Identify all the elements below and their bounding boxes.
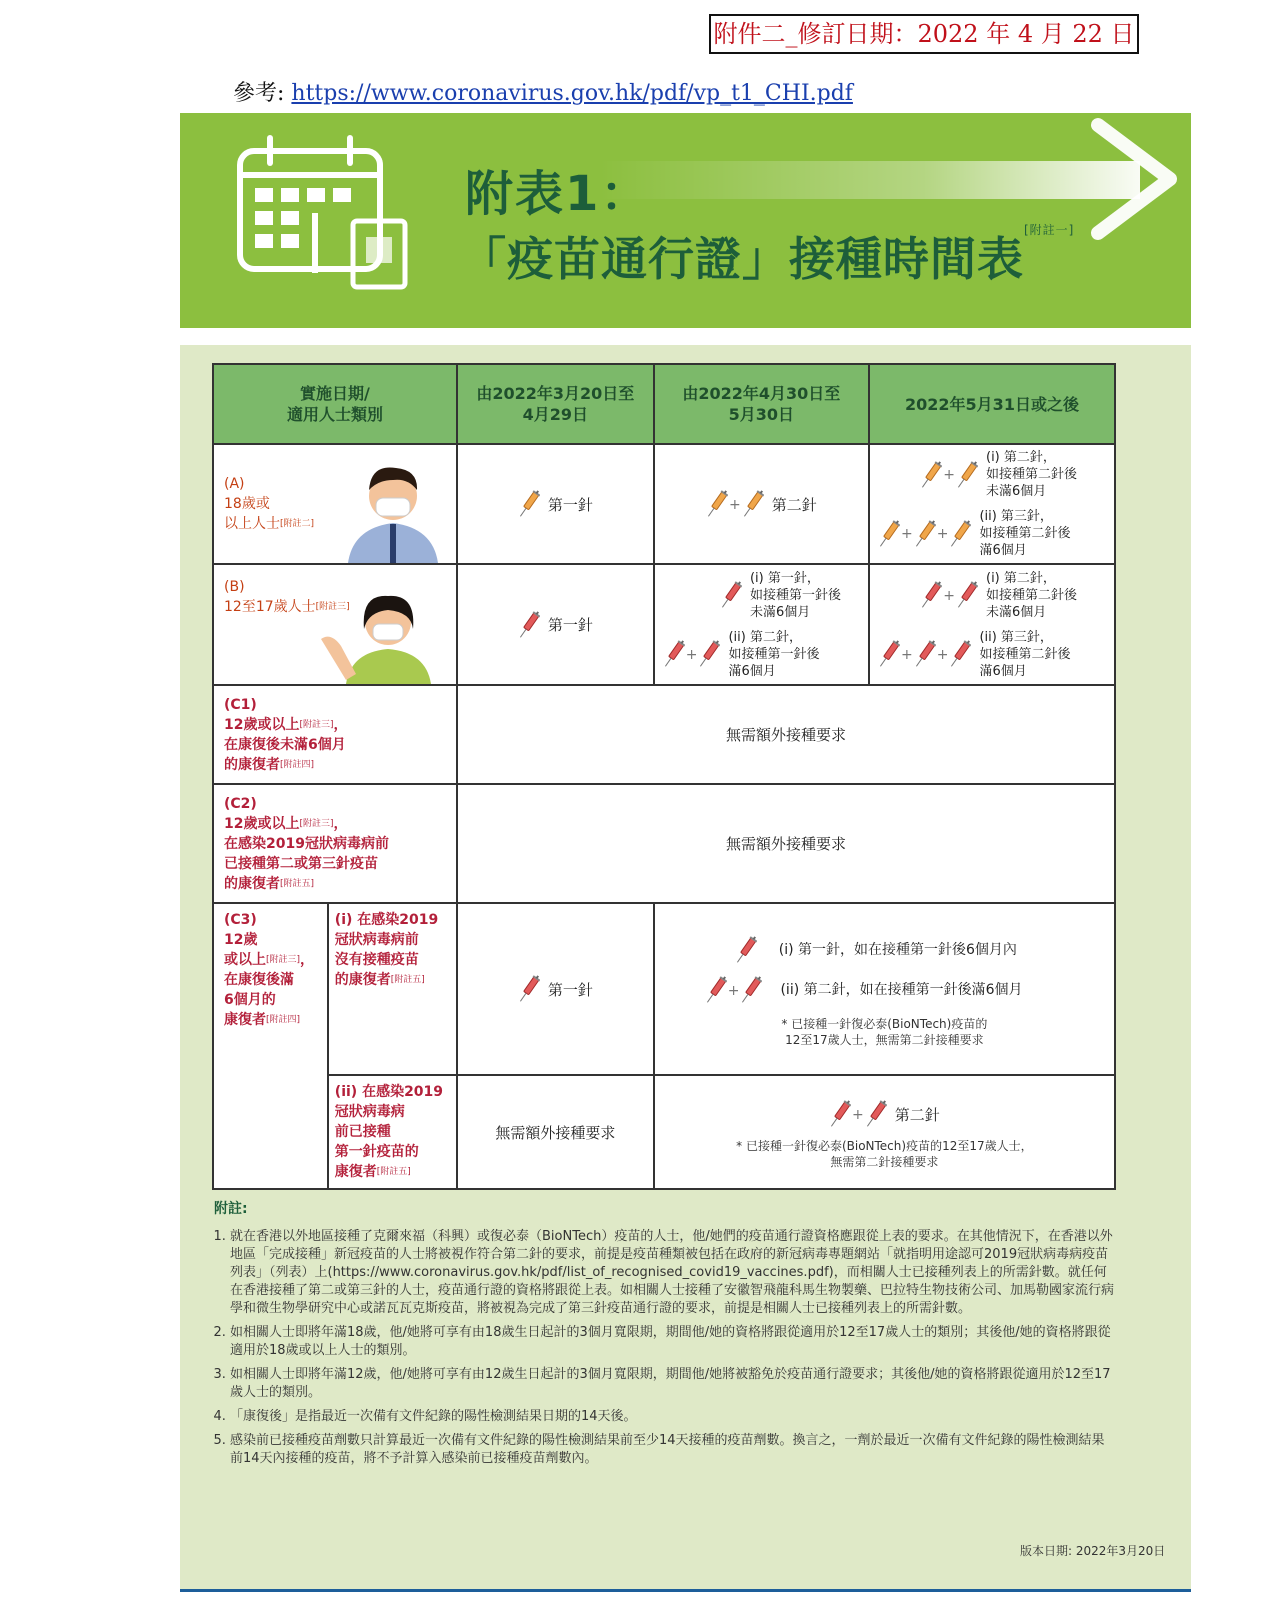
category-c3-sub-i: (i) 在感染2019 冠狀病毒病前 沒有接種疫苗 的康復者[附註五] xyxy=(328,903,457,1075)
syringe-icon xyxy=(956,459,978,491)
syringe-icon xyxy=(698,638,720,670)
syringe-icon xyxy=(735,934,757,966)
table-header-row xyxy=(213,364,1115,444)
syringe-icon xyxy=(706,488,728,520)
title-banner xyxy=(180,113,1191,328)
banner-title-2 xyxy=(460,223,1074,289)
category-c3: (C3) 12歲 或以上[附註三]， 在康復後滿 6個月的 康復者[附註四] xyxy=(213,903,328,1189)
footnotes-title: 附註: xyxy=(214,1201,248,1217)
row-b-period-2: (i) 第一針， 如接種第一針後 未滿6個月 + (ii) 第二針， 如接種第一針後 滿6個月 xyxy=(654,564,869,685)
table-row-c1 xyxy=(213,685,1115,784)
table-row-c3-ii xyxy=(213,1075,1115,1189)
table-row-c3-i xyxy=(213,903,1115,1075)
header-period-3: 2022年5月31日或之後 xyxy=(869,364,1115,444)
row-c3-i-period-1: 第一針 xyxy=(457,903,654,1075)
teen-girl-illustration xyxy=(316,584,446,684)
category-c3-sub-ii: (ii) 在感染2019 冠狀病毒病 前已接種 第一針疫苗的 康復者[附註五] xyxy=(328,1075,457,1189)
row-b-period-1: 第一針 xyxy=(457,564,654,685)
table-row-a xyxy=(213,444,1115,564)
syringe-icon xyxy=(518,609,540,641)
syringe-icon xyxy=(705,974,727,1006)
row-c3-ii-period-23: + 第二針 * 已接種一針復必泰(BioNTech)疫苗的12至17歲人士， 無需第二針接種要求 xyxy=(654,1075,1115,1189)
reference-prefix: 參考: xyxy=(233,81,285,106)
row-b-period-3: + (i) 第二針， 如接種第二針後 未滿6個月 + + (ii) 第三針， 如接種第二針後 滿6個月 xyxy=(869,564,1115,685)
calendar-qr-icon xyxy=(235,133,415,293)
row-c1-requirement: 無需額外接種要求 xyxy=(457,685,1115,784)
footnote-4: 4. 「康復後」是指最近一次備有文件紀錄的陽性檢測結果日期的14天後。 xyxy=(230,1408,1114,1426)
syringe-icon xyxy=(865,1098,887,1130)
category-a: (A) 18歲或 以上人士[附註二] xyxy=(213,444,457,564)
syringe-icon xyxy=(949,518,971,550)
syringe-icon xyxy=(878,638,900,670)
footnote-5: 5. 感染前已接種疫苗劑數只計算最近一次備有文件紀錄的陽性檢測結果前至少14天接種的疫苗劑數。換言之，一劑於最近一次備有文件紀錄的陽性檢測結果前14天內接種的疫苗，將不予計算入感染前已接種疫苗劑數內。 xyxy=(230,1432,1114,1468)
footnote-list xyxy=(214,1228,1114,1468)
category-c1: (C1) 12歲或以上[附註三]， 在康復後未滿6個月 的康復者[附註四] xyxy=(213,685,457,784)
syringe-icon xyxy=(920,459,942,491)
header-period-2: 由2022年4月30日至 5月30日 xyxy=(654,364,869,444)
footnote-2: 2. 如相關人士即將年滿18歲，他/她將可享有由18歲生日起計的3個月寬限期，期間他/她的資格將跟從適用於12至17歲人士的類別；其後他/她的資格將跟從適用於18歲或以上人士的類別。 xyxy=(230,1324,1114,1360)
banner-title-2-text: 「疫苗通行證」接種時間表 xyxy=(460,232,1024,286)
reference-line xyxy=(233,76,853,107)
syringe-icon xyxy=(914,638,936,670)
row-a-period-1: 第一針 xyxy=(457,444,654,564)
syringe-icon xyxy=(878,518,900,550)
vaccination-schedule-table xyxy=(212,363,1116,1190)
category-c2: (C2) 12歲或以上[附註三]， 在感染2019冠狀病毒病前 已接種第二或第三針疫苗 的康復者[附註五] xyxy=(213,784,457,903)
footnote-1: 1. 就在香港以外地區接種了克爾來福（科興）或復必泰（BioNTech）疫苗的人士，他/她們的疫苗通行證資格應跟從上表的要求。在其他情況下，在香港以外地區「完成接種」新冠疫苗的人士將被視作符合第二針的要求，前提是疫苗種類被包括在政府的新冠病毒專題網站「就指明用途認可2019冠狀病毒病疫苗列表」（列表）上(https://www.coronavirus.gov.hk/pdf/list_of_recognised_covid19_vaccines.pdf)，而相關人士已接種列表上的所需針數。就任何在香港接種了第二或第三針的人士，疫苗通行證的資格將跟從上表。如相關人士接種了安徽智飛龍科馬生物製藥、巴拉特生物技術公司、加馬勒國家流行病學和微生物學研究中心或諾瓦瓦克斯疫苗，將被視為完成了第三針疫苗通行證的要求，前提是相關人士已接種列表上的所需針數。 xyxy=(230,1228,1114,1318)
table-row-c2 xyxy=(213,784,1115,903)
row-a-period-3: + (i) 第二針， 如接種第二針後 未滿6個月 + + (ii) 第三針， 如接種第二針後 滿6個月 xyxy=(869,444,1115,564)
header-category: 實施日期/ 適用人士類別 xyxy=(213,364,457,444)
row-c3-ii-period-1: 無需額外接種要求 xyxy=(457,1075,654,1189)
table-row-b xyxy=(213,564,1115,685)
syringe-icon xyxy=(740,974,762,1006)
syringe-icon xyxy=(956,579,978,611)
version-date: 版本日期: 2022年3月20日 xyxy=(1020,1544,1166,1558)
category-b: (B) 12至17歲人士[附註三] xyxy=(213,564,457,685)
footnotes xyxy=(214,1200,1114,1474)
row-c2-requirement: 無需額外接種要求 xyxy=(457,784,1115,903)
syringe-icon xyxy=(663,638,685,670)
syringe-icon xyxy=(914,518,936,550)
banner-title-1: 附表1： xyxy=(465,166,651,222)
row-c3-i-period-23: (i) 第一針，如在接種第一針後6個月內 + (ii) 第二針，如在接種第一針後滿6個月 * 已接種一針復必泰(BioNTech)疫苗的 12至17歲人士，無需第二針接種要求 xyxy=(654,903,1115,1075)
panel-bottom-rule xyxy=(180,1589,1191,1592)
syringe-icon xyxy=(949,638,971,670)
syringe-icon xyxy=(920,579,942,611)
adult-man-illustration xyxy=(338,458,448,563)
revision-date: 附件二_修訂日期：2022 年 4 月 22 日 xyxy=(709,14,1139,54)
row-a-period-2: + 第二針 xyxy=(654,444,869,564)
banner-note-tag: [附註一] xyxy=(1024,223,1075,237)
syringe-icon xyxy=(742,488,764,520)
syringe-icon xyxy=(829,1098,851,1130)
syringe-icon xyxy=(518,973,540,1005)
syringe-icon xyxy=(720,579,742,611)
syringe-icon xyxy=(518,488,540,520)
footnote-3: 3. 如相關人士即將年滿12歲，他/她將可享有由12歲生日起計的3個月寬限期，期間他/她將被豁免於疫苗通行證要求；其後他/她的資格將跟從適用於12至17歲人士的類別。 xyxy=(230,1366,1114,1402)
reference-link[interactable]: https://www.coronavirus.gov.hk/pdf/vp_t1_CHI.pdf xyxy=(291,81,853,106)
header-period-1: 由2022年3月20日至 4月29日 xyxy=(457,364,654,444)
